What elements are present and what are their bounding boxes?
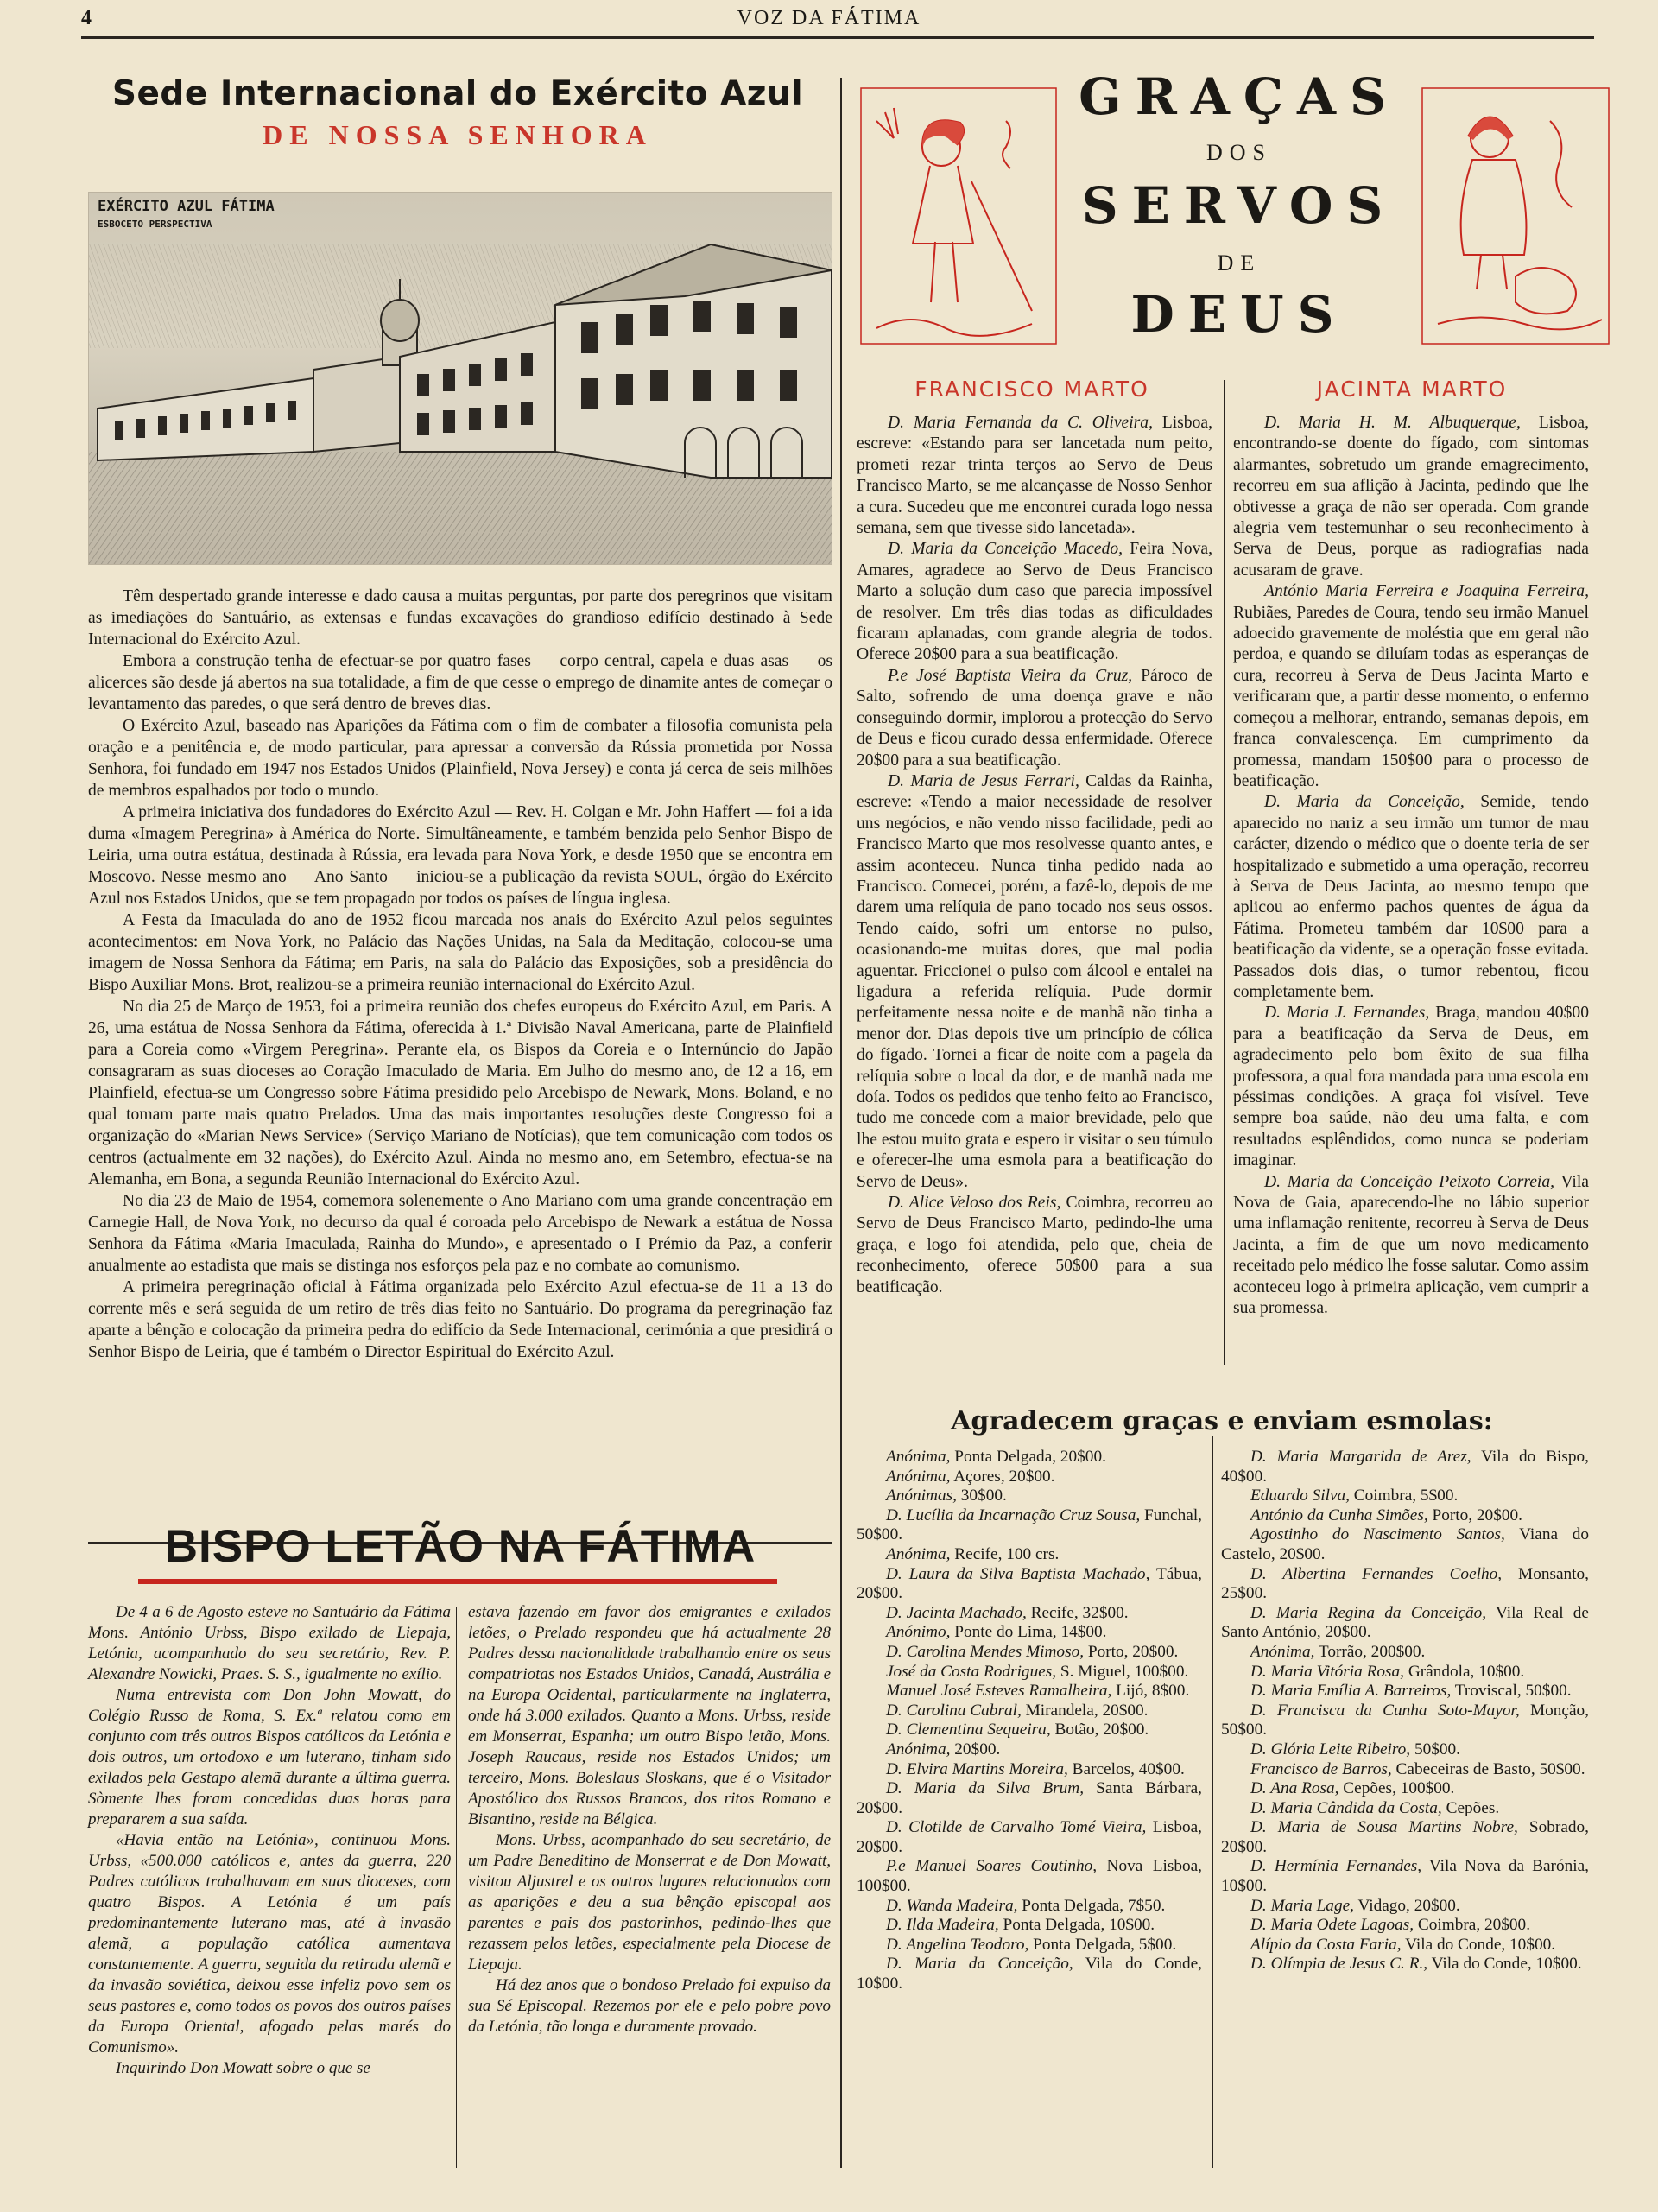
donor-detail: 20$00. [950,1740,1001,1759]
donor-name: Francisco de Barros, [1250,1759,1392,1778]
bispo-red-underline [138,1579,777,1584]
sede-paragraph: A Festa da Imaculada do ano de 1952 ficou marcada nos anais do Exército Azul pelos seguintes acontecimentos: em Nova York, no Palácio das Nações Unidas, na Sala da Meditação, colocou-se uma imagem de Nossa Senhora da Fátima; em Paris, na sala do Palácio das Exposições, sob a presidência do Bispo Auxiliar Mons. Brot, realizou-se a primeira reunião internacional do Exército Azul. [88,911,832,994]
donation-entry [1221,1643,1589,1663]
donor-detail: Cabeceiras de Basto, 50$00. [1391,1759,1585,1778]
donations-list-right [1221,1448,1589,1974]
sede-paragraph: Embora a construção tenha de efectuar-se por quatro fases — corpo central, capela e duas asas — os alicerces são desde já abertos na sua totalidade, a fim de que cesse o emprego de dinamite antes de começar o levantamento das paredes, o que será dentro de breves dias. [88,652,832,713]
donor-name: D. Elvira Martins Moreira, [886,1759,1068,1778]
grace-entry-text: Caldas da Rainha, escreve: «Tendo a maior necessidade de resolver uns negócios, e não vendo nisso facilidade, pedi ao Francisco Marto que mos resolvesse quanto antes, e assim aconteceu. Nunca tinha pedido nada ao Francisco. Comecei, porém, a fazê-lo, depois de me darem uma relíquia de pano tocado nos seus ossos. Tendo caído, sofri um entorse no pulso, ocasionando-me muitas dores, que mal podia aguentar. Friccionei o pulso com álcool e entalei na ligadura a referida relíquia. Pude dormir perfeitamente nessa noite e de manhã não tinha a menor dor. Dias depois tive um princípio de cólica do fígado. Tornei a ficar de noite com a pagela da relíquia sobre o local da dor, e de manhã nada me doía. Todos os pedidos que tenho feito ao Francisco, tudo me concede com a maior brevidade, pelo que lhe estou muito grata e espero ir visitar o seu túmulo e oferecer-lhe uma esmola para a beatificação do Servo de Deus». [857,771,1212,1191]
grace-entry [1233,1003,1589,1171]
donation-entry [1221,1740,1589,1760]
donor-name: D. Maria Vitória Rosa, [1250,1662,1404,1681]
bispo-title: BISPO LETÃO NA FÁTIMA [164,1521,756,1572]
donor-detail: Açores, 20$00. [950,1467,1055,1486]
donation-entry [857,1682,1202,1702]
grace-entry-name: D. Maria J. Fernandes, [1264,1004,1430,1023]
donor-name: D. Francisca da Cunha Soto-Mayor, [1250,1701,1520,1720]
donor-name: Anónimo, [886,1623,951,1642]
donor-detail: Coimbra, 5$00. [1349,1486,1459,1505]
donation-entry [1221,1857,1589,1896]
donor-name: D. Ana Rosa, [1250,1779,1339,1798]
donation-entry [857,1916,1202,1936]
donor-name: D. Clotilde de Carvalho Tomé Vieira, [886,1818,1147,1837]
donor-detail: Cepões, 100$00. [1338,1779,1455,1798]
donation-entry [1221,1818,1589,1857]
bispo-paragraph: estava fazendo em favor dos emigrantes e exilados letões, o Prelado respondeu que há actualmente 28 Padres dessa nacionalidade trabalhando entre os seus compatriotas nos Estados Unidos, Canadá, Austrália e na Europa Ocidental, particularmente na Inglaterra, onde há 3.000 exilados. Quanto a Mons. Urbss, reside em Monserrat, Espanha; um outro Bispo letão, Mons. Joseph Raucaus, reside nos Estados Unidos; um terceiro, Mons. Boleslaus Sloskans, que é o Visitador Apostólico dos Russos Brancos, dos ritos Romano e Bisantino, reside na Bélgica. [468,1603,831,1829]
donor-name: Anónimas, [886,1486,957,1505]
grace-entry-name: D. Maria H. M. Albuquerque, [1264,414,1521,432]
grace-entry [857,771,1212,1193]
donation-entry [1221,1565,1589,1604]
donor-detail: Ponta Delgada, 20$00. [950,1448,1106,1466]
donor-name: D. Laura da Silva Baptista Machado, [886,1564,1150,1583]
donor-name: Anónima, [886,1740,951,1759]
donation-entry [1221,1682,1589,1702]
donor-name: D. Maria Odete Lagoas, [1250,1916,1414,1935]
sketch-caption-1: EXÉRCITO AZUL FÁTIMA [98,198,275,215]
sede-paragraph: Têm despertado grande interesse e dado causa a muitas perguntas, por parte dos peregrinos que visitam as imediações do Santuário, as extensas e fundas excavações do grandioso edifício destinado à Sede Internacional do Exército Azul. [88,587,832,649]
donor-detail: Lijó, 8$00. [1111,1682,1190,1701]
donor-detail: S. Miguel, 100$00. [1056,1662,1189,1681]
gracas-title: GRAÇAS [1079,67,1400,126]
donor-name: D. Carolina Cabral, [886,1701,1022,1720]
donor-name: Alípio da Costa Faria, [1250,1935,1402,1954]
sede-subtitle: DE NOSSA SENHORA [263,119,653,150]
donor-name: Agostinho do Nascimento Santos, [1250,1525,1505,1544]
grace-entry-text: Lisboa, escreve: «Estando para ser lancetada num peito, prometi rezar trinta terços ao Servo de Deus Francisco Marto, se me alcançasse de Nosso Senhor a cura. Sucedeu que me encontrei curada logo nessa semana, sem que tivesse sido lancetada». [857,414,1212,538]
donor-detail: Grândola, 10$00. [1404,1662,1525,1681]
donor-detail: Porto, 20$00. [1427,1505,1522,1524]
donor-name: D. Hermínia Fernandes, [1250,1857,1422,1876]
donation-entry [857,1955,1202,1993]
donor-name: D. Carolina Mendes Mimoso, [886,1642,1085,1661]
sede-paragraph: A primeira peregrinação oficial à Fátima organizada pelo Exército Azul efectua-se de 11 a 13 do corrente mês e será seguida de um retiro de três dias feito no Santuário. Do programa da peregrinação faz aparte a bênção e colocação da primeira pedra do edifício da Sede Internacional, cerimónia a que presidirá o Senhor Bispo de Leiria, que é também o Director Espiritual do Exército Azul. [88,1278,832,1361]
grace-entry-text: Pároco de Salto, sofrendo de uma doença grave e não conseguindo dormir, implorou a protecção do Servo de Deus e ficou curado dessa enfermidade. Oferece 20$00 para a sua beatificação. [857,666,1212,770]
donor-detail: Sobrado, 20$00. [1221,1818,1589,1856]
donation-entry [1221,1525,1589,1564]
donor-detail: 30$00. [956,1486,1007,1505]
donor-name: D. Maria Margarida de Arez, [1250,1448,1471,1466]
donation-entry [857,1623,1202,1643]
grace-entry [857,413,1212,539]
donation-entry [1221,1936,1589,1955]
donor-detail: Vila do Conde, 10$00. [857,1955,1202,1993]
grace-entry-text: Coimbra, recorreu ao Servo de Deus Francisco Marto, pedindo-lhe uma graça, e logo foi atendida, pelo que, cheia de reconhecimento, oferece 50$00 para a sua beatificação. [857,1194,1212,1296]
donation-entry [857,1897,1202,1917]
bispo-paragraph: «Havia então na Letónia», continuou Mons. Urbss, «500.000 católicos e, antes da guerra, 220 Padres católicos trabalhavam em suas dioceses, com quatro Bispos. A Letónia é um país predominantemente luterano mas, até à invasão alemã, a população católica aumentava constantemente. A guerra, seguida da retirada alemã e da invasão soviética, deixou esse infeliz povo sem os seus pastores e, como todos os povos dos outros países da Europa Oriental, afogado pelas marés do Comunismo». [88,1831,451,2057]
donation-entry [857,1740,1202,1760]
grace-entry [1233,792,1589,1003]
donation-entry [857,1506,1202,1545]
donation-entry [1221,1448,1589,1486]
donation-entry [857,1604,1202,1624]
grace-entry-text: Rubiães, Paredes de Coura, tendo seu irmão Manuel adoecido gravemente de moléstia que em geral não perdoa, e quando se diluíam todas as esperanças de cura, recorreu à Serva de Deus Jacinta Marto e verificaram que, a partir desse momento, o enfermo começou a melhorar, entrando, semanas depois, em franca convalescença. Em cumprimento da promessa, mandam 150$00 para o processo de beatificação. [1233,603,1589,790]
donation-entry [857,1779,1202,1818]
donor-name: Eduardo Silva, [1250,1486,1350,1505]
column-divider [840,78,842,2168]
grace-entry-name: D. Maria da Conceição, [1264,793,1465,812]
donor-detail: Lisboa, 20$00. [857,1818,1202,1856]
donations-list-left [857,1448,1202,1994]
donation-entry [1221,1799,1589,1819]
donor-name: D. Glória Leite Ribeiro, [1250,1740,1411,1759]
donor-name: D. Albertina Fernandes Coelho, [1250,1564,1503,1583]
grace-entry-text: Lisboa, encontrando-se doente do fígado, com sintomas alarmantes, sobretudo um grande emagrecimento, recorreu em sua aflição à Jacinta, pedindo que lhe obtivesse a graça de não ser operada. Com grande alegria vem testemunhar o seu reconhecimento à Serva de Deus, porque as radiografias nada acusaram de grave. [1233,414,1589,580]
donor-name: António da Cunha Simões, [1250,1505,1428,1524]
grace-entry-name: D. Maria Fernanda da C. Oliveira, [888,414,1153,432]
donor-detail: Vila Real de Santo António, 20$00. [1221,1603,1589,1642]
donation-entry [1221,1604,1589,1643]
donation-entry [857,1857,1202,1896]
donor-detail: Vila do Conde, 10$00. [1401,1935,1556,1954]
grace-entry-name: António Maria Ferreira e Joaquina Ferreira, [1264,582,1589,601]
donor-detail: Viana do Castelo, 20$00. [1221,1525,1589,1563]
grace-entry [857,1193,1212,1298]
bispo-divider [456,1607,457,2168]
sede-paragraph: A primeira iniciativa dos fundadores do Exército Azul — Rev. H. Colgan e Mr. John Haffert — foi a ida duma «Imagem Peregrina» à América do Norte. Simultâneamente, e também benzida pelo Senhor Bispo de Leiria, uma outra estátua, destinada à Rússia, era levada para Nova York, e desde 1950 que se encontra em Moscovo. Nesse mesmo ano — Ano Santo — iniciou-se a publicação da revista SOUL, órgão do Exército Azul nos Estados Unidos, que se tem propagado por todos os países de língua inglesa. [88,803,832,908]
donor-detail: Vila Nova da Barónia, 10$00. [1221,1857,1589,1896]
sede-paragraph: No dia 25 de Março de 1953, foi a primeira reunião dos chefes europeus do Exército Azul, em Paris. A 26, uma estátua de Nossa Senhora da Fátima, oferecida à 1.ª Divisão Naval Americana, parte de Plainfield para a Coreia como «Virgem Peregrina». Perante ela, os Bispos da Coreia e o Internúncio do Japão consagraram as suas dioceses ao Coração Imaculado de Maria. Em Julho do mesmo ano, de 12 a 16, em Plainfield, efectua-se um Congresso sobre Fátima presidido pelo Arcebispo de Newark, Mons. Boland, e no qual tomam parte mais quatro Prelados. Uma das mais importantes resoluções deste Congresso foi a organização do «Marian News Service» (Serviço Mariano de Notícias), que tem comunicação com todos os centros (actualmente em 32 nações), do Exército Azul. Ainda no mesmo ano, em Setembro, efectua-se na Alemanha, em Bona, a segunda Reunião Internacional do Exército Azul. [88,998,832,1188]
sede-body [88,586,832,1363]
donor-detail: Vidago, 20$00. [1353,1896,1460,1915]
donation-entry [1221,1486,1589,1506]
donation-entry [1221,1760,1589,1780]
donor-name: D. Lucília da Incarnação Cruz Sousa, [886,1505,1141,1524]
donation-entry [857,1545,1202,1565]
donation-entry [1221,1663,1589,1683]
grace-entry [1233,581,1589,792]
donor-name: D. Maria da Conceição, [886,1955,1073,1974]
donor-detail: Barcelos, 40$00. [1067,1759,1185,1778]
donor-name: D. Maria Emília A. Barreiros, [1250,1682,1452,1701]
donor-detail: Ponta Delgada, 10$00. [998,1916,1155,1935]
newspaper-title: VOZ DA FÁTIMA [737,7,921,29]
grace-entry-name: D. Maria da Conceição Macedo, [888,540,1123,559]
donor-name: D. Angelina Teodoro, [886,1935,1029,1954]
donor-detail: Ponta Delgada, 5$00. [1028,1935,1177,1954]
grace-entry-text: Feira Nova, Amares, agradece ao Servo de Deus Francisco Marto a solução dum caso que parecia impossível de resolver. Em três dias todas as dificuldades ficaram aplanadas, com grande alegria de todos. Oferece 20$00 para a sua beatificação. [857,540,1212,664]
jacinta-heading: JACINTA MARTO [1316,377,1508,402]
donation-entry [857,1936,1202,1955]
grace-entry-name: D. Alice Veloso dos Reis, [888,1194,1061,1213]
donor-name: D. Ilda Madeira, [886,1916,999,1935]
donor-name: D. Clementina Sequeira, [886,1721,1051,1740]
donor-detail: Recife, 100 crs. [950,1544,1060,1563]
gracas-title-servos: SERVOS [1081,176,1397,235]
donor-name: D. Maria de Sousa Martins Nobre, [1250,1818,1518,1837]
donation-entry [1221,1779,1589,1799]
sede-paragraph: No dia 23 de Maio de 1954, comemora solenemente o Ano Mariano com uma grande concentração em Carnegie Hall, de Nova York, no decurso da qual é coroada pelo Arcebispo de Newark a estátua de Nossa Senhora da Fátima «Maria Imaculada, Rainha do Mundo», e apresentado o I Prémio da Paz, a conferir anualmente ao estadista que mais se distinga nos esforços pela paz e no combate ao comunismo. [88,1192,832,1275]
bispo-paragraph: De 4 a 6 de Agosto esteve no Santuário da Fátima Mons. António Urbss, Bispo exilado de Liepaja, Letónia, acompanhado do seu secretário, Rev. P. Alexandre Nowicki, Praes. S. S., igualmente no exílio. [88,1603,451,1683]
donor-name: D. Jacinta Machado, [886,1603,1027,1622]
building-drawing [89,193,832,564]
page-number: 4 [81,7,92,29]
donor-name: José da Costa Rodrigues, [886,1662,1057,1681]
bispo-paragraph: Numa entrevista com Don John Mowatt, do Colégio Russo de Roma, S. Ex.ª relatou como em conjunto com três outros Bispos católicos da Letónia e dois outros, um ortodoxo e um luterano, tinham sido exilados pela Gestapo alemã durante a última guerra. Sòmente lhes foram concedidas duas horas para prepararem a sua saída. [88,1686,451,1829]
grace-entry [857,666,1212,771]
francisco-heading: FRANCISCO MARTO [914,377,1149,402]
grace-entry-text: Semide, tendo aparecido no nariz a seu irmão um tumor de mau carácter, dizendo o médico que o doente teria de ser hospitalizado e submetido a uma operação, recorreu à Serva de Deus Jacinta, ao mesmo tempo que aplicou ao enfermo pachos quentes de água da Fátima. Prometeu também dar 10$00 para a beatificação da vidente, se a operação fosse evitada. Passados dois dias, o tumor rebentou, ficou completamente bem. [1233,793,1590,1001]
building-sketch [88,192,832,565]
donor-detail: Vila do Bispo, 40$00. [1221,1448,1589,1486]
donor-name: P.e Manuel Soares Coutinho, [886,1857,1098,1876]
sede-paragraph: O Exército Azul, baseado nas Aparições da Fátima com o fim de combater a filosofia comunista pela oração e a penitência e, de modo particular, para apressar a conversão da Rússia prometida por Nossa Senhora, foi fundado em 1947 nos Estados Unidos (Plainfield, Nova Jersey) e conta já cerca de seis milhões de membros espalhados por todo o mundo. [88,717,832,800]
donation-entry [1221,1916,1589,1936]
donor-name: Manuel José Esteves Ramalheira, [886,1682,1112,1701]
donation-entry [857,1702,1202,1721]
donor-detail: Recife, 32$00. [1026,1603,1129,1622]
grace-entry [1233,413,1589,581]
donation-entry [857,1663,1202,1683]
donor-detail: Funchal, 50$00. [857,1505,1202,1544]
donation-entry [857,1643,1202,1663]
donor-name: Anónima, [886,1544,951,1563]
donor-detail: Tábua, 20$00. [857,1564,1203,1603]
donor-name: D. Maria da Silva Brum, [886,1779,1085,1798]
grace-entry-name: D. Maria da Conceição Peixoto Correia, [1264,1172,1555,1191]
donor-detail: Santa Bárbara, 20$00. [857,1779,1202,1817]
donor-detail: Cepões. [1441,1798,1500,1817]
gracas-title-de: DE [1217,250,1262,276]
donor-name: D. Wanda Madeira, [886,1896,1018,1915]
donor-detail: Porto, 20$00. [1084,1642,1179,1661]
donation-entry [857,1565,1202,1604]
donor-name: Anónima, [886,1448,951,1466]
donation-entry [1221,1506,1589,1526]
jacinta-illustration [1421,86,1611,345]
bispo-paragraph: Mons. Urbss, acompanhado do seu secretário, de um Padre Beneditino de Monserrat e de Don Mowatt, visitou Aljustrel e os outros lugares relacionados com as aparições e deu a sua bênção episcopal aos parentes e pais dos pastorinhos, pedindo-lhes que rezassem pelos letões, especialmente pela Diocese de Liepaja. [468,1831,831,1974]
donor-detail: 50$00. [1410,1740,1460,1759]
column-divider-list [1212,1434,1213,2168]
donation-entry [857,1721,1202,1740]
gracas-title-deus: DEUS [1130,285,1348,344]
jacinta-column [1233,413,1589,1319]
grace-entry-text: Braga, mandou 40$00 para a beatificação da Serva de Deus, em agradecimento pelo bom êxito de sua filha professora, a qual fora mandada para uma escola em péssimas condições. A graça foi visível. Teve sempre boa saúde, não deu uma falta, e com resultados esplêndidos, como nunca se poderiam imaginar. [1233,1004,1589,1170]
grace-entry-text: Vila Nova de Gaia, aparecendo-lhe no lábio superior uma inflamação renitente, recorreu à Serva de Deus Jacinta, a fim de que um novo medicamento receitado pelo médico lhe fosse salutar. Como assim aconteceu logo à primeira aplicação, vem cumprir a sua promessa. [1233,1172,1589,1318]
donor-name: D. Olímpia de Jesus C. R., [1250,1955,1428,1974]
bispo-col-2 [468,1602,831,2038]
donor-name: D. Maria Lage, [1250,1896,1354,1915]
donor-detail: Mirandela, 20$00. [1021,1701,1149,1720]
grace-entry [1233,1172,1589,1320]
gracas-title-dos: DOS [1206,140,1272,165]
donation-entry [857,1486,1202,1506]
donor-detail: Ponte do Lima, 14$00. [950,1623,1107,1642]
donor-detail: Ponta Delgada, 7$50. [1017,1896,1166,1915]
column-divider-right [1224,380,1225,1365]
grace-entry [857,539,1212,665]
donor-detail: Troviscal, 50$00. [1451,1682,1572,1701]
donor-name: Anónima, [886,1467,951,1486]
grace-entry-name: D. Maria de Jesus Ferrari, [888,771,1079,790]
agradecem-title: Agradecem graças e enviam esmolas: [846,1406,1598,1436]
donor-name: Anónima, [1250,1642,1315,1661]
donor-name: D. Maria Regina da Conceição, [1250,1603,1487,1622]
donation-entry [1221,1897,1589,1917]
donation-entry [857,1760,1202,1780]
donor-name: D. Maria Cândida da Costa, [1250,1798,1442,1817]
donor-detail: Coimbra, 20$00. [1414,1916,1531,1935]
donation-entry [857,1467,1202,1487]
donor-detail: Torrão, 200$00. [1314,1642,1426,1661]
sketch-caption-2: ESBOCETO PERSPECTIVA [98,219,212,230]
header-rule [81,36,1594,39]
donor-detail: Vila do Conde, 10$00. [1427,1955,1582,1974]
donation-entry [1221,1955,1589,1974]
francisco-illustration [859,86,1058,345]
bispo-paragraph: Há dez anos que o bondoso Prelado foi expulso da sua Sé Episcopal. Rezemos por ele e pelo pobre povo da Letónia, tão longa e duramente provado. [468,1976,831,2036]
francisco-column [857,413,1212,1298]
bispo-paragraph: Inquirindo Don Mowatt sobre o que se [116,2059,370,2077]
donation-entry [857,1448,1202,1467]
bispo-col-1 [88,1602,451,2079]
donor-detail: Monsanto, 25$00. [1221,1564,1589,1603]
donor-detail: Nova Lisboa, 100$00. [857,1857,1202,1896]
donor-detail: Botão, 20$00. [1050,1721,1149,1740]
donor-detail: Monção, 50$00. [1221,1701,1589,1740]
sede-title: Sede Internacional do Exército Azul [111,74,804,113]
donation-entry [857,1818,1202,1857]
grace-entry-name: P.e José Baptista Vieira da Cruz, [888,666,1133,685]
donation-entry [1221,1702,1589,1740]
